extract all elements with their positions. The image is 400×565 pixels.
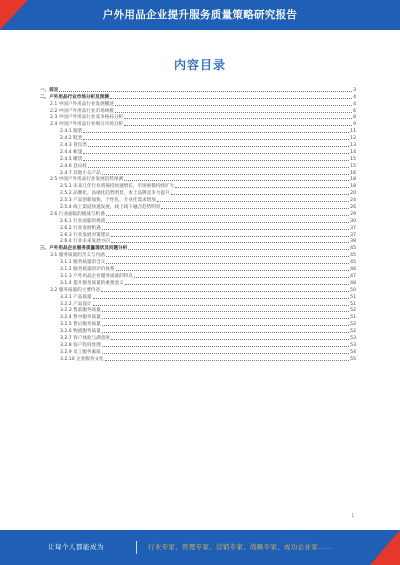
toc-entry-title: 3.2.9 员工服务素质 <box>60 349 101 355</box>
toc-entry[interactable] <box>40 217 356 224</box>
toc-entry-page: 11 <box>350 129 356 135</box>
toc-entry[interactable] <box>40 231 356 238</box>
toc-leader-dots <box>106 215 349 216</box>
toc-entry-page: 52 <box>350 322 356 328</box>
toc-entry[interactable] <box>40 313 356 320</box>
toc-leader-dots <box>102 311 349 312</box>
toc-entry[interactable] <box>40 203 356 210</box>
toc-entry[interactable] <box>40 272 356 279</box>
toc-entry[interactable] <box>40 86 356 93</box>
toc-entry-title: 3.1 服务质量的含义与内涵 <box>50 253 105 259</box>
toc-leader-dots <box>59 91 352 92</box>
toc-entry-title: 2.5.2 品牌化、高端化趋势明显，本土品牌竞争力提升 <box>60 191 170 197</box>
toc-entry-title: 3.2.5 售后服务质量 <box>60 322 101 328</box>
toc-entry-title: 3.2.2 产品设计 <box>60 301 92 307</box>
toc-leader-dots <box>111 339 349 340</box>
toc-leader-dots <box>101 291 349 292</box>
toc-entry-page: 52 <box>350 308 356 314</box>
toc-leader-dots <box>83 139 349 140</box>
toc-entry-page: 3 <box>353 87 356 93</box>
toc-entry-title: 2.4.1 服装 <box>60 129 83 135</box>
toc-entry[interactable] <box>40 334 356 341</box>
toc-entry-page: 50 <box>350 287 356 293</box>
toc-entry[interactable] <box>40 251 356 258</box>
toc-entry[interactable] <box>40 341 356 348</box>
toc-leader-dots <box>83 160 349 161</box>
toc-leader-dots <box>102 174 349 175</box>
toc-entry[interactable] <box>40 134 356 141</box>
footer-slogan: 让每个人都能成为 <box>48 543 104 551</box>
toc-entry-page: 4 <box>353 94 356 100</box>
toc-entry-page: 4 <box>353 101 356 107</box>
toc-leader-dots <box>88 167 349 168</box>
toc-entry[interactable] <box>40 224 356 231</box>
page-number: 1 <box>351 513 354 518</box>
toc-entry[interactable] <box>40 293 356 300</box>
footer-divider <box>136 541 137 554</box>
toc-entry-page: 53 <box>350 335 356 341</box>
toc-entry[interactable] <box>40 162 356 169</box>
toc-leader-dots <box>83 153 349 154</box>
toc-leader-dots <box>102 325 349 326</box>
toc-entry-title: 2.2 中国户外用品行业市场规模 <box>50 108 114 114</box>
toc-entry-title: 2.5.3 产品创新加快，个性化、专业化需求增加 <box>60 198 156 204</box>
toc-entry-title: 3.2.6 物流服务质量 <box>60 329 101 335</box>
toc-entry[interactable] <box>40 148 356 155</box>
toc-entry[interactable] <box>40 327 356 334</box>
toc-entry-page: 54 <box>350 349 356 355</box>
toc-entry-title: 2.5.4 线上渠道快速发展，线上线下融合趋势明显 <box>60 205 161 211</box>
toc-entry-title: 二、户外用品行业市场分析及预测 <box>40 94 109 100</box>
toc-entry-page: 16 <box>350 170 356 176</box>
toc-entry[interactable] <box>40 265 356 272</box>
footer-red-accent <box>370 530 400 565</box>
toc-entry-page: 38 <box>350 239 356 245</box>
toc-entry[interactable] <box>40 355 356 362</box>
toc-entry[interactable] <box>40 155 356 162</box>
toc-entry[interactable] <box>40 114 356 121</box>
toc-entry-page: 48 <box>350 280 356 286</box>
toc-entry-title: 2.5.1 未来几年行业将保持快速增长，市场规模持续扩大 <box>60 184 175 190</box>
toc-entry-page: 15 <box>350 163 356 169</box>
toc-entry[interactable] <box>40 182 356 189</box>
toc-leader-dots <box>134 277 349 278</box>
toc-entry[interactable] <box>40 348 356 355</box>
toc-entry-title: 2.4.6 登山杖 <box>60 163 87 169</box>
toc-entry[interactable] <box>40 189 356 196</box>
toc-entry-page: 51 <box>350 315 356 321</box>
toc-entry-page: 46 <box>350 267 356 273</box>
toc-entry-page: 30 <box>350 218 356 224</box>
toc-entry-title: 3.2.7 客户体验与满意度 <box>60 335 110 341</box>
toc-leader-dots <box>93 305 350 306</box>
toc-leader-dots <box>106 263 349 264</box>
toc-entry-page: 45 <box>350 260 356 266</box>
toc-leader-dots <box>175 187 349 188</box>
toc-entry-title: 2.6.2 行业发展机遇 <box>60 225 101 231</box>
toc-entry-title: 3.1.1 服务质量的含义 <box>60 260 106 266</box>
toc-leader-dots <box>157 201 349 202</box>
toc-entry-page: 15 <box>350 156 356 162</box>
toc-entry-page: 52 <box>350 329 356 335</box>
toc-entry-title: 3.2.4 售中服务质量 <box>60 315 101 321</box>
toc-entry-page: 12 <box>350 136 356 142</box>
toc-entry-page: 47 <box>350 273 356 279</box>
toc-entry-page: 20 <box>350 191 356 197</box>
toc-entry-title: 3.1.4 提升服务质量的重要意义 <box>60 280 124 286</box>
toc-entry-title: 3.2 服务质量的主要内容 <box>50 287 101 293</box>
toc-entry[interactable] <box>40 320 356 327</box>
toc-leader-dots <box>116 270 350 271</box>
toc-entry[interactable] <box>40 93 356 100</box>
toc-entry-title: 2.4.4 帐篷 <box>60 149 83 155</box>
toc-entry[interactable] <box>40 141 356 148</box>
toc-entry-title: 三、户外用品企业服务质量现状及问题分析 <box>40 246 128 252</box>
toc-entry-title: 2.4.2 鞋类 <box>60 136 83 142</box>
toc-entry[interactable] <box>40 169 356 176</box>
toc-leader-dots <box>128 249 349 250</box>
footer-roles: 行业专家、管理专家、营销专家、战略专家、成功企业家…… <box>148 543 332 551</box>
toc-entry[interactable] <box>40 107 356 114</box>
toc-leader-dots <box>124 118 352 119</box>
toc-entry-title: 2.1 中国户外用品行业发展概述 <box>50 101 114 107</box>
toc-entry-page: 8 <box>353 115 356 121</box>
toc-entry-page: 45 <box>350 253 356 259</box>
toc-leader-dots <box>124 180 349 181</box>
toc-leader-dots <box>124 125 352 126</box>
toc-leader-dots <box>161 208 349 209</box>
toc-entry-title: 2.4.3 背包类 <box>60 143 87 149</box>
toc-entry-page: 18 <box>350 184 356 190</box>
toc-entry[interactable] <box>40 196 356 203</box>
toc-entry-title: 2.6.3 行业发展对策建议 <box>60 232 110 238</box>
toc-entry-page: 51 <box>350 294 356 300</box>
toc-entry-page: 37 <box>350 225 356 231</box>
toc-entry-title: 3.1.2 服务质量的评价体系 <box>60 267 115 273</box>
toc-entry[interactable] <box>40 300 356 307</box>
toc-entry-title: 3.1.3 户外用品企业服务质量的特点 <box>60 273 133 279</box>
toc-entry-page: 26 <box>350 205 356 211</box>
toc-entry-page: 14 <box>350 149 356 155</box>
toc-leader-dots <box>111 236 349 237</box>
toc-entry-title: 3.2.10 企业服务文化 <box>60 356 104 362</box>
toc-entry-page: 29 <box>350 211 356 217</box>
toc-entry-title: 2.6.4 行业未来发展方向 <box>60 239 110 245</box>
toc-entry-page: 55 <box>350 356 356 362</box>
toc-entry[interactable] <box>40 244 356 251</box>
toc-entry-page: 24 <box>350 198 356 204</box>
toc-entry[interactable] <box>40 286 356 293</box>
toc-entry[interactable] <box>40 307 356 314</box>
toc-entry-page: 37 <box>350 232 356 238</box>
toc-entry-title: 一、前言 <box>40 87 59 93</box>
toc-leader-dots <box>115 105 352 106</box>
toc-entry[interactable] <box>40 210 356 217</box>
toc-leader-dots <box>83 132 349 133</box>
toc-leader-dots <box>125 284 349 285</box>
toc-entry-title: 2.6.1 行业面临的挑战 <box>60 218 106 224</box>
toc-heading: 内容目录 <box>173 58 226 72</box>
toc-entry[interactable] <box>40 238 356 245</box>
toc-leader-dots <box>102 353 349 354</box>
toc-entry-page: 51 <box>350 301 356 307</box>
toc-entry-page: 45 <box>350 246 356 252</box>
toc-leader-dots <box>105 360 350 361</box>
toc-leader-dots <box>115 112 352 113</box>
toc-leader-dots <box>171 194 350 195</box>
toc-leader-dots <box>106 222 349 223</box>
table-of-contents <box>40 86 356 362</box>
toc-entry-page: 9 <box>353 122 356 128</box>
toc-entry-title: 3.2.3 售前服务质量 <box>60 308 101 314</box>
toc-leader-dots <box>102 229 349 230</box>
toc-leader-dots <box>106 256 349 257</box>
toc-entry-page: 13 <box>350 143 356 149</box>
toc-entry-title: 2.4.5 睡袋 <box>60 156 83 162</box>
toc-entry-title: 2.4.7 其他小众产品 <box>60 170 101 176</box>
toc-leader-dots <box>88 146 349 147</box>
toc-entry-title: 3.2.8 客户投诉处理 <box>60 342 101 348</box>
toc-entry-title: 3.2.1 产品质量 <box>60 294 92 300</box>
report-title: 户外用品企业提升服务质量策略研究报告 <box>102 9 298 21</box>
toc-leader-dots <box>93 298 350 299</box>
toc-entry[interactable] <box>40 258 356 265</box>
toc-leader-dots <box>111 242 349 243</box>
toc-leader-dots <box>102 318 349 319</box>
toc-entry-page: 18 <box>350 177 356 183</box>
toc-leader-dots <box>102 332 349 333</box>
toc-entry[interactable] <box>40 120 356 127</box>
toc-entry-page: 6 <box>353 108 356 114</box>
toc-entry[interactable] <box>40 100 356 107</box>
toc-entry[interactable] <box>40 127 356 134</box>
toc-entry[interactable] <box>40 176 356 183</box>
toc-leader-dots <box>110 98 352 99</box>
toc-entry-title: 2.6 行业面临的挑战与机遇 <box>50 211 105 217</box>
toc-leader-dots <box>102 346 349 347</box>
toc-entry-title: 2.3 中国户外用品行业竞争格局分析 <box>50 115 124 121</box>
toc-entry-page: 53 <box>350 342 356 348</box>
toc-entry[interactable] <box>40 279 356 286</box>
toc-entry-title: 2.5 中国户外用品行业发展趋势预测 <box>50 177 124 183</box>
toc-entry-title: 2.4 中国户外用品行业细分市场分析 <box>50 122 124 128</box>
